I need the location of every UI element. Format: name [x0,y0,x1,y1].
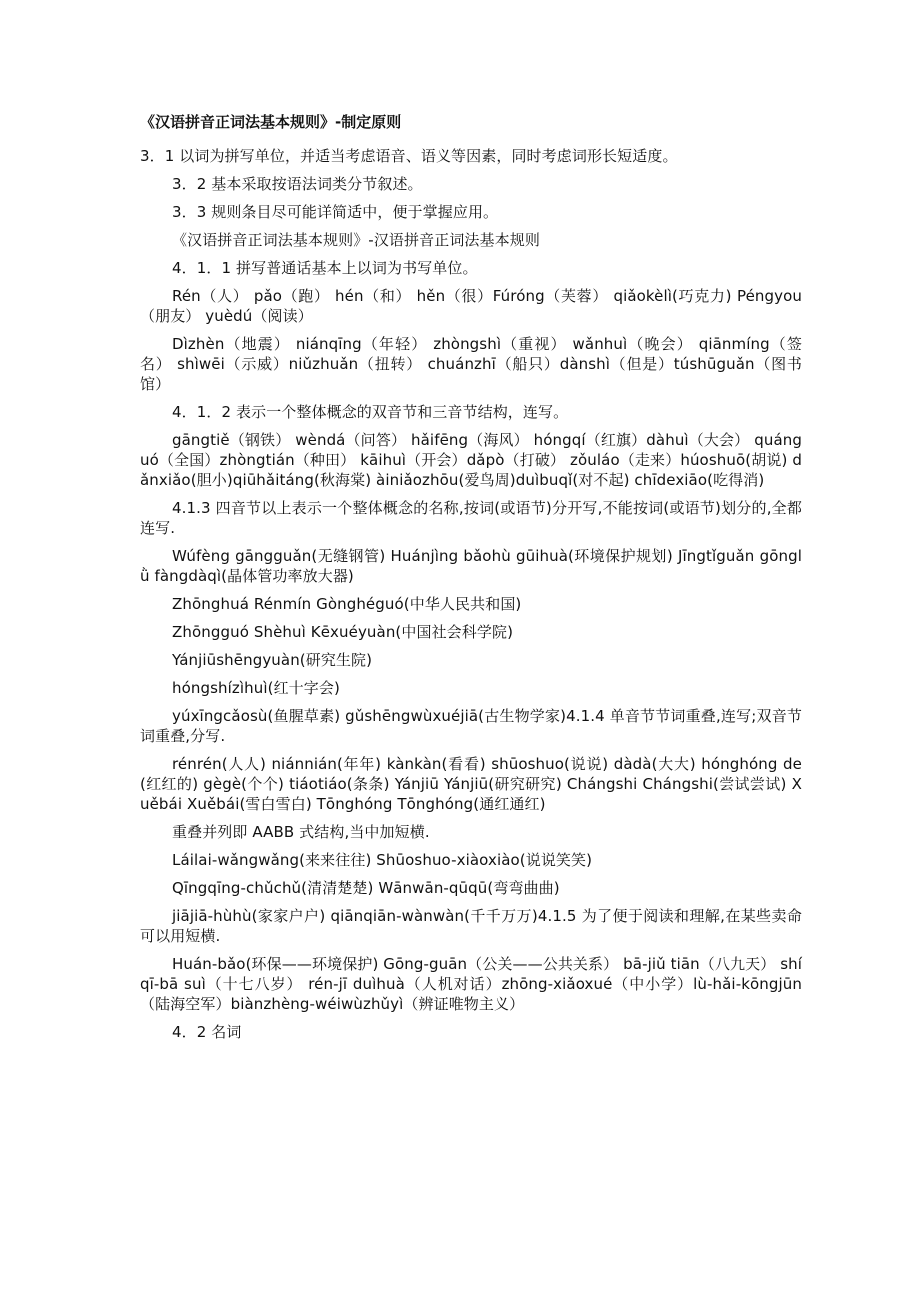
paragraph: Yánjiūshēngyuàn(研究生院) [172,651,373,669]
paragraph: 4．1．1 拼写普通话基本上以词为书写单位。 [172,259,478,277]
paragraph: Qīngqīng-chǔchǔ(清清楚楚) Wānwān-qūqū(弯弯曲曲) [172,879,560,897]
paragraph: Zhōnghuá Rénmín Gònghéguó(中华人民共和国) [172,595,522,613]
paragraph: Zhōngguó Shèhuì Kēxuéyuàn(中国社会科学院) [172,623,514,641]
paragraph: Dìzhèn（地震） niánqīng（年轻） zhòngshì（重视） wǎnhuì（晚会） qiānmíng（签名） shìwēi（示威）niǔzhuǎn（扭转） chuánzhī（船只）dànshì（但是）túshūguǎn（图书馆） [140,335,802,393]
document-title: 《汉语拼音正词法基本规则》-制定原则 [140,113,402,131]
paragraph: 3．3 规则条目尽可能详简适中，便于掌握应用。 [172,203,499,221]
paragraph: yúxīngcǎosù(鱼腥草素) gǔshēngwùxuéjiā(古生物学家)4.1.4 单音节节词重叠,连写;双音节词重叠,分写. [140,707,802,745]
paragraph: gāngtiě（钢铁） wèndá（问答） hǎifēng（海风） hóngqí（红旗）dàhuì（大会） quánguó（全国）zhòngtián（种田） kāihuì（开会）dǎpò（打破） zǒuláo（走来）húoshuō(胡说) dǎnxiǎo(胆小)qiūhǎitáng(秋海棠) àiniǎozhōu(爱鸟周)duìbuqǐ(对不起) chīdexiāo(吃得消) [140,431,802,489]
document-body [140,146,802,1050]
paragraph: 重叠并列即 AABB 式结构,当中加短横. [172,823,430,841]
paragraph: 4．2 名词 [172,1023,242,1041]
paragraph: 3．1 以词为拼写单位，并适当考虑语音、语义等因素，同时考虑词形长短适度。 [140,147,678,165]
paragraph: 3．2 基本采取按语法词类分节叙述。 [172,175,423,193]
paragraph: Wúfèng gāngguǎn(无缝钢管) Huánjìng bǎohù gūihuà(环境保护规划) Jīngtǐguǎn gōnglǜ fàngdàqì(晶体管功率放大器) [140,547,802,585]
paragraph: Rén（人） pǎo（跑） hén（和） hěn（很）Fúróng（芙蓉） qiǎokèlì(巧克力) Péngyou（朋友） yuèdú（阅读） [140,287,802,325]
paragraph: jiājiā-hùhù(家家户户) qiānqiān-wànwàn(千千万万)4.1.5 为了便于阅读和理解,在某些卖命可以用短横. [140,907,802,945]
paragraph: hóngshízìhuì(红十字会) [172,679,340,697]
paragraph: Huán-bǎo(环保——环境保护) Gōng-guān（公关——公共关系） bā-jiǔ tiān（八九天） shíqī-bā suì（十七八岁） rén-jī duìhuà（人机对话）zhōng-xiǎoxué（中小学）lù-hǎi-kōngjūn（陆海空军）biànzhèng-wéiwùzhǔyì（辨证唯物主义） [140,955,802,1013]
paragraph: 4．1．2 表示一个整体概念的双音节和三音节结构，连写。 [172,403,569,421]
paragraph: 4.1.3 四音节以上表示一个整体概念的名称,按词(或语节)分开写,不能按词(或语节)划分的,全都连写. [140,499,802,537]
paragraph: Láilai-wǎngwǎng(来来往往) Shūoshuo-xiàoxiào(说说笑笑) [172,851,593,869]
paragraph: rénrén(人人) niánnián(年年) kànkàn(看看) shūoshuo(说说) dàdà(大大) hónghóng de(红红的) gègè(个个) tiáotiáo(条条) Yánjiū Yánjiū(研究研究) Chángshi Chángshi(尝试尝试) Xuěbái Xuěbái(雪白雪白) Tōnghóng Tōnghóng(通红通红) [140,755,802,813]
paragraph: 《汉语拼音正词法基本规则》-汉语拼音正词法基本规则 [172,231,540,249]
